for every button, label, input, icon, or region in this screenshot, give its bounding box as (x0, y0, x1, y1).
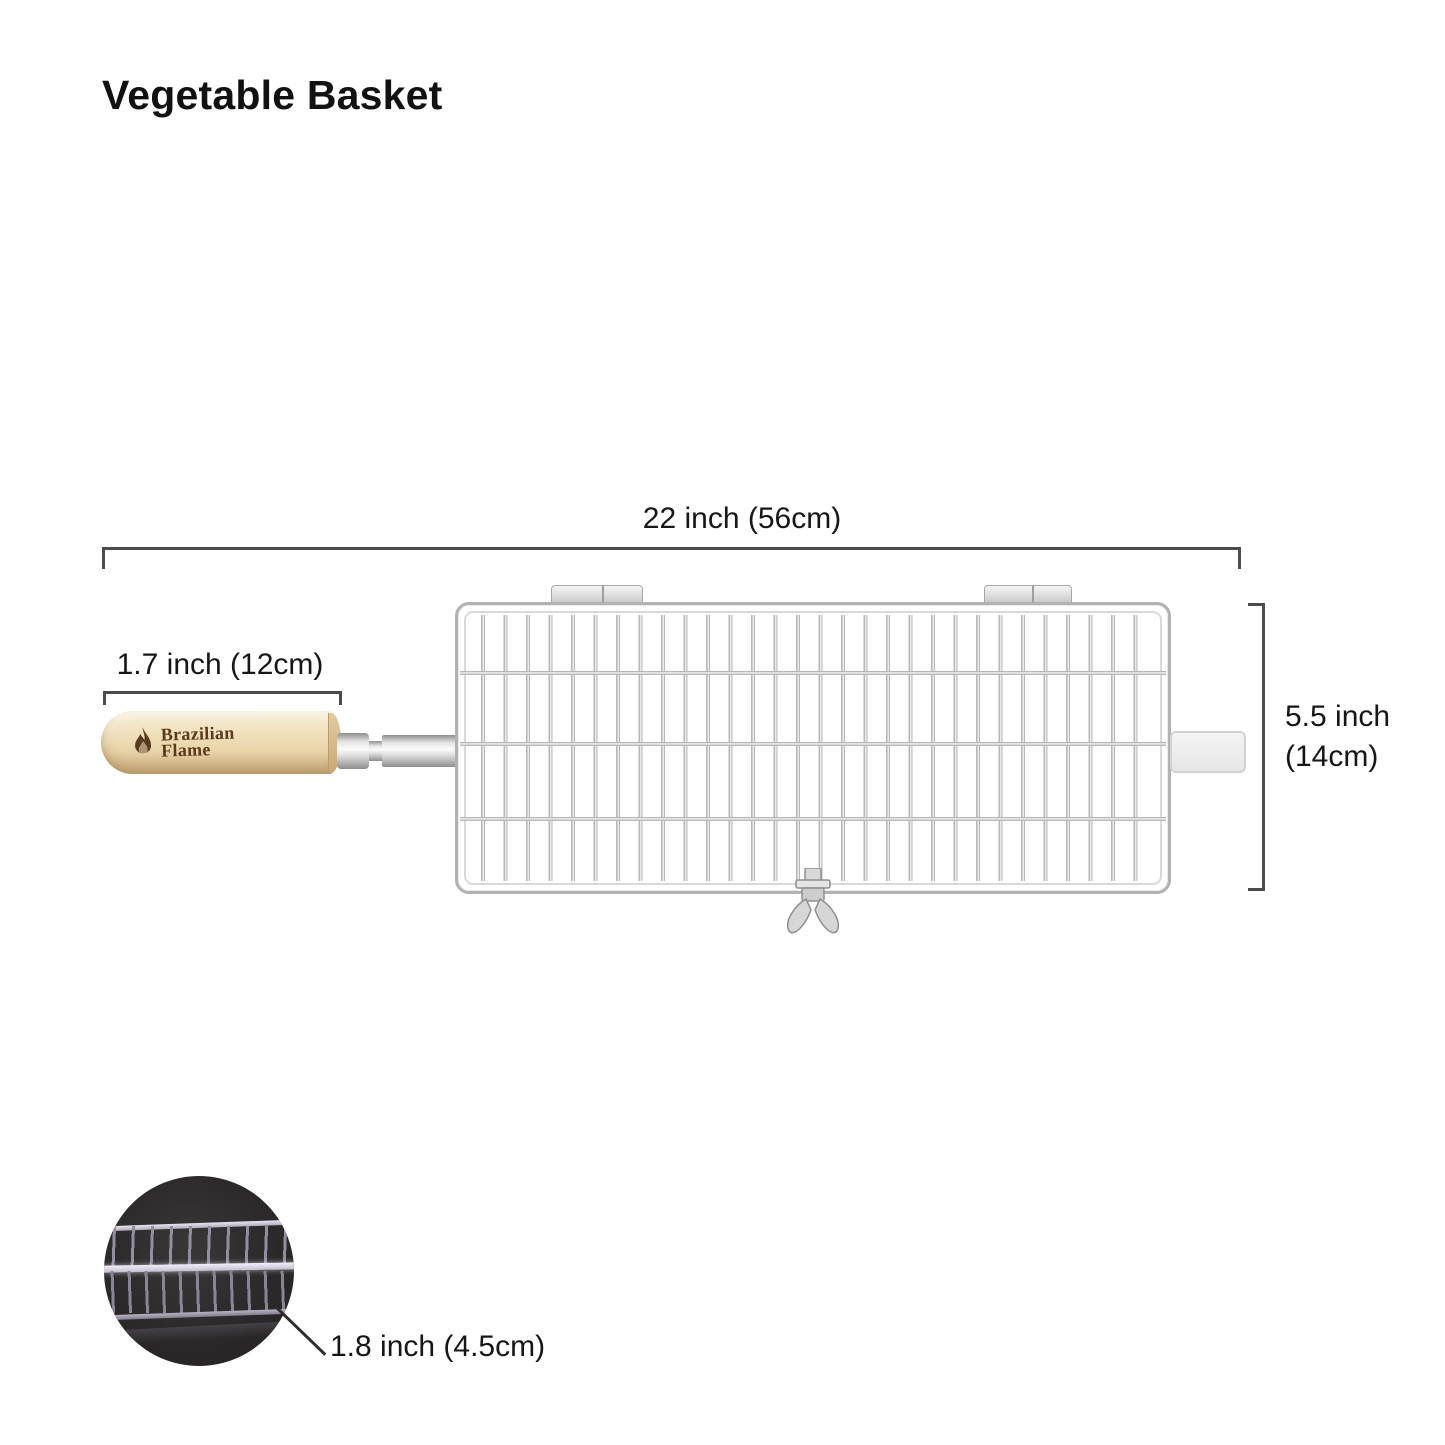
basket-horizontal-wire (460, 742, 1166, 746)
mounting-tab (1170, 731, 1246, 773)
brand-line-1: Brazilian (160, 722, 235, 745)
brand-line-2: Flame (160, 739, 211, 761)
wooden-handle (101, 711, 341, 774)
wire-basket (455, 602, 1171, 894)
detail-shadow (104, 1321, 294, 1346)
basket-height-line-1: 5.5 inch (1285, 700, 1391, 733)
dimension-bracket-total-width (102, 547, 1241, 569)
basket-horizontal-wire (460, 817, 1166, 821)
brand-text (160, 722, 236, 761)
shaft-collar (337, 733, 369, 769)
detail-lower-wires (104, 1271, 294, 1313)
dimension-bracket-basket-height (1248, 603, 1265, 891)
brand-logo (131, 722, 236, 761)
basket-height-line-2: (14cm) (1285, 740, 1379, 773)
dimension-label-total-width: 22 inch (56cm) (642, 502, 842, 535)
shaft-rod (382, 735, 458, 767)
dimension-label-wire-gap: 1.8 inch (4.5cm) (330, 1330, 546, 1363)
wing-nut (776, 868, 850, 940)
dimension-label-basket-height (1285, 697, 1390, 777)
dimension-bracket-handle-length (103, 691, 342, 705)
detail-upper-wires (104, 1226, 294, 1266)
basket-horizontal-wire (460, 671, 1166, 675)
page-title: Vegetable Basket (102, 72, 443, 118)
flame-icon (131, 727, 156, 760)
wire-gap-detail-photo (104, 1176, 294, 1366)
basket-vertical-wires (472, 615, 1154, 881)
shaft-neck (369, 741, 382, 761)
dimension-label-handle-length: 1.7 inch (12cm) (116, 648, 324, 681)
